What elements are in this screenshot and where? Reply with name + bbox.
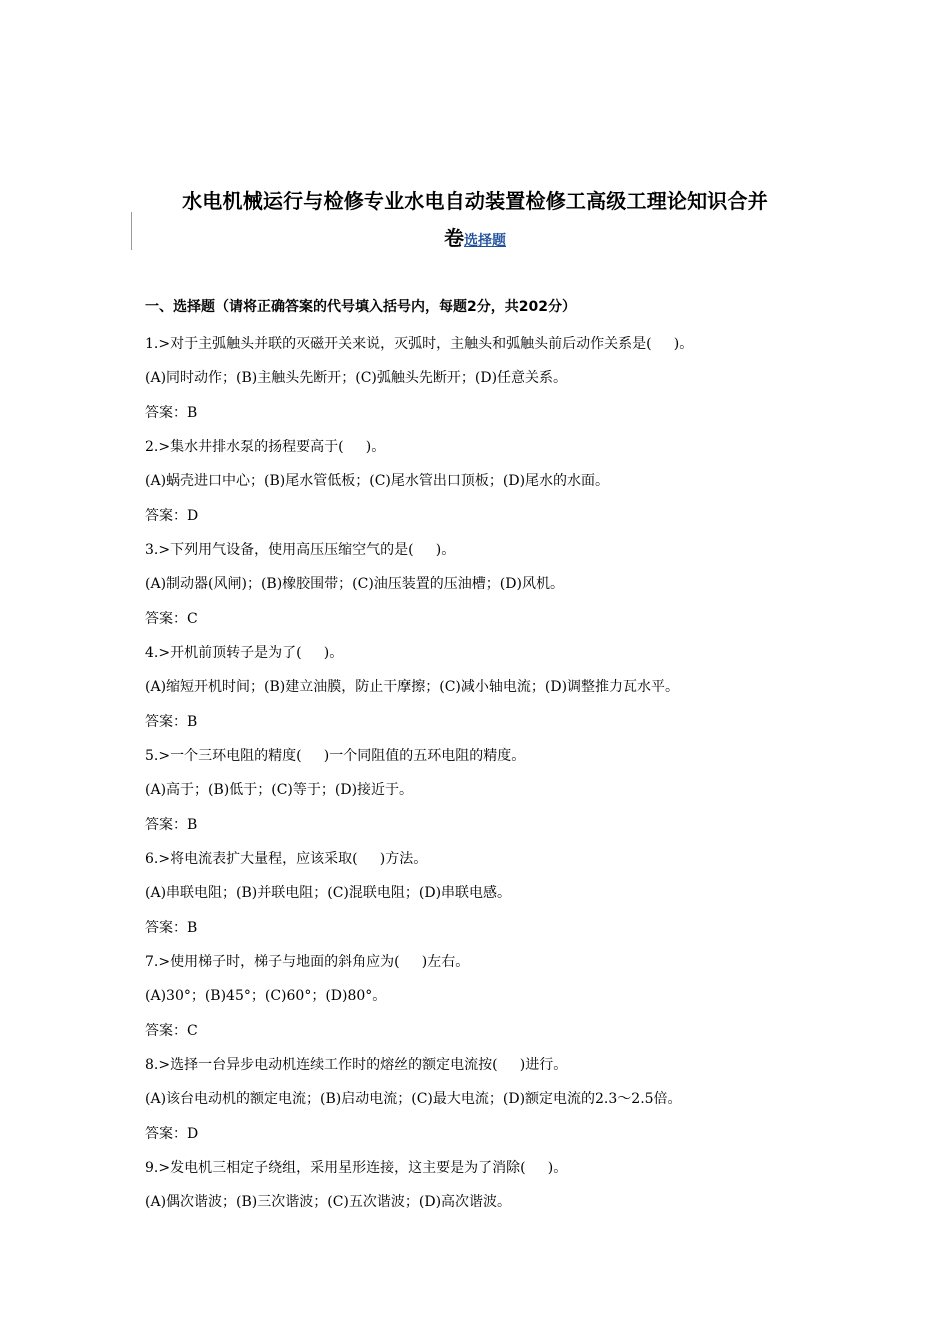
question-stem: 9.>发电机三相定子绕组，采用星形连接，这主要是为了消除( )。 bbox=[145, 1160, 568, 1176]
question-options: (A)制动器(风闸)；(B)橡胶围带；(C)油压装置的压油槽；(D)风机。 bbox=[145, 576, 564, 593]
question-options: (A)蜗壳进口中心；(B)尾水管低板；(C)尾水管出口顶板；(D)尾水的水面。 bbox=[145, 473, 610, 490]
question-list bbox=[145, 327, 815, 1254]
question-answer: 答案：D bbox=[145, 1125, 199, 1142]
question-answer: 答案：B bbox=[145, 919, 198, 936]
question-answer: 答案：D bbox=[145, 507, 199, 524]
document-title bbox=[140, 186, 810, 254]
question-stem: 5.>一个三环电阻的精度( )一个同阻值的五环电阻的精度。 bbox=[145, 748, 526, 764]
question-item bbox=[145, 945, 815, 1048]
question-stem: 8.>选择一台异步电动机连续工作时的熔丝的额定电流按( )进行。 bbox=[145, 1057, 568, 1073]
question-stem: 1.>对于主弧触头并联的灭磁开关来说，灭弧时，主触头和弧触头前后动作关系是( )。 bbox=[145, 336, 694, 352]
question-stem: 4.>开机前顶转子是为了( )。 bbox=[145, 645, 344, 661]
question-answer: 答案：B bbox=[145, 404, 198, 421]
question-answer: 答案：C bbox=[145, 1022, 198, 1039]
question-item bbox=[145, 739, 815, 842]
question-stem: 3.>下列用气设备，使用高压压缩空气的是( )。 bbox=[145, 542, 456, 558]
margin-mark bbox=[131, 212, 132, 250]
question-options: (A)偶次谐波；(B)三次谐波；(C)五次谐波；(D)高次谐波。 bbox=[145, 1194, 512, 1211]
question-answer: 答案：B bbox=[145, 816, 198, 833]
question-stem: 7.>使用梯子时，梯子与地面的斜角应为( )左右。 bbox=[145, 954, 470, 970]
question-item bbox=[145, 1048, 815, 1151]
question-stem: 6.>将电流表扩大量程，应该采取( )方法。 bbox=[145, 851, 428, 867]
question-item bbox=[145, 533, 815, 636]
question-answer: 答案：C bbox=[145, 610, 198, 627]
question-options: (A)同时动作；(B)主触头先断开；(C)弧触头先断开；(D)任意关系。 bbox=[145, 370, 568, 387]
question-item bbox=[145, 842, 815, 945]
question-item bbox=[145, 636, 815, 739]
question-options: (A)缩短开机时间；(B)建立油膜，防止干摩擦；(C)减小轴电流；(D)调整推力瓦水平。 bbox=[145, 679, 680, 696]
question-answer: 答案：B bbox=[145, 713, 198, 730]
question-item bbox=[145, 327, 815, 430]
question-options: (A)串联电阻；(B)并联电阻；(C)混联电阻；(D)串联电感。 bbox=[145, 885, 512, 902]
section-heading: 一、选择题（请将正确答案的代号填入括号内，每题2分，共202分） bbox=[145, 299, 576, 315]
title-line-1: 水电机械运行与检修专业水电自动装置检修工高级工理论知识合并 bbox=[182, 189, 768, 213]
question-stem: 2.>集水井排水泵的扬程要高于( )。 bbox=[145, 439, 386, 455]
question-item bbox=[145, 1151, 815, 1254]
question-item bbox=[145, 430, 815, 533]
title-line-2-text: 卷 bbox=[444, 226, 464, 250]
title-line-2 bbox=[140, 225, 810, 254]
question-options: (A)高于；(B)低于；(C)等于；(D)接近于。 bbox=[145, 782, 414, 799]
title-link[interactable]: 选择题 bbox=[464, 233, 506, 249]
question-options: (A)30°；(B)45°；(C)60°；(D)80°。 bbox=[145, 988, 387, 1005]
question-options: (A)该台电动机的额定电流；(B)启动电流；(C)最大电流；(D)额定电流的2.3～2.5倍。 bbox=[145, 1091, 682, 1108]
